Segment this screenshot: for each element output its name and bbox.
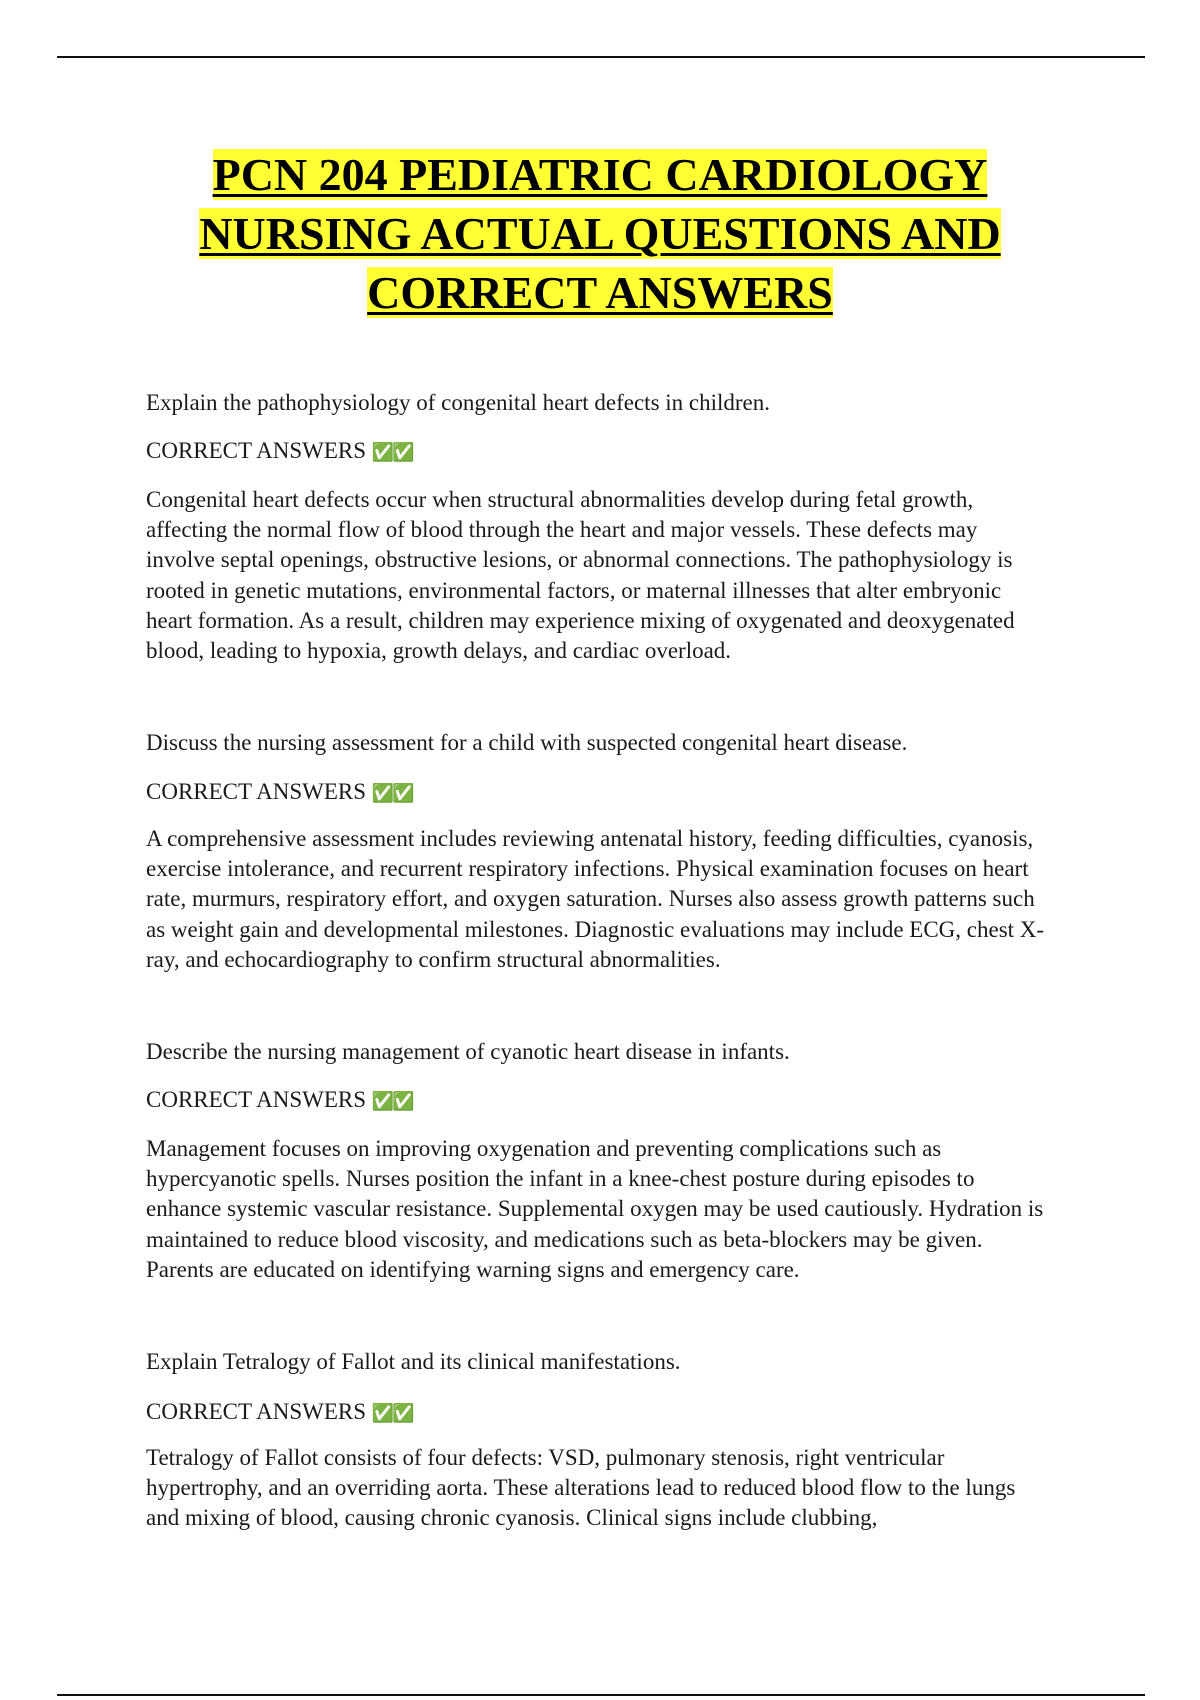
correct-answers-label (146, 436, 413, 468)
title-line-1: PCN 204 PEDIATRIC CARDIOLOGY (212, 149, 988, 200)
page-title (100, 145, 1100, 322)
correct-answers-text: CORRECT ANSWERS (146, 1399, 367, 1424)
title-line-3: CORRECT ANSWERS (367, 267, 833, 318)
correct-answers-text: CORRECT ANSWERS (146, 1087, 367, 1112)
correct-answers-label (146, 1085, 413, 1117)
double-check-icon: ✅✅ (371, 1091, 413, 1112)
top-rule (57, 56, 1145, 58)
qa-item-2 (146, 728, 1046, 972)
bottom-rule (57, 1694, 1145, 1696)
double-check-icon: ✅✅ (371, 1403, 413, 1424)
title-line-2: NURSING ACTUAL QUESTIONS AND (199, 208, 1001, 259)
qa-item-3 (146, 1037, 1046, 1282)
qa-item-4 (146, 1347, 1046, 1531)
question-text: Explain Tetralogy of Fallot and its clinical manifestations. (146, 1349, 681, 1374)
correct-answers-text: CORRECT ANSWERS (146, 438, 367, 463)
question-text: Describe the nursing management of cyanotic heart disease in infants. (146, 1039, 790, 1064)
answer-text: Congenital heart defects occur when structural abnormalities develop during fetal growth, affecting the normal flow of blood through the heart and major vessels. These defects may involve septal openings, obstructive lesions, or abnormal connections. The pathophysiology is rooted in genetic mutations, environmental factors, or maternal illnesses that alter embryonic heart formation. As a result, children may experience mixing of oxygenated and deoxygenated blood, leading to hypoxia, growth delays, and cardiac overload. (146, 487, 1015, 664)
double-check-icon: ✅✅ (371, 442, 413, 463)
answer-text: A comprehensive assessment includes reviewing antenatal history, feeding difficulties, cyanosis, exercise intolerance, and recurrent respiratory infections. Physical examination focuses on heart rate, murmurs, respiratory effort, and oxygen saturation. Nurses also assess growth patterns such as weight gain and developmental milestones. Diagnostic evaluations may include ECG, chest X-ray, and echocardiography to confirm structural abnormalities. (146, 826, 1045, 972)
correct-answers-text: CORRECT ANSWERS (146, 779, 367, 804)
answer-text: Management focuses on improving oxygenation and preventing complications such as hypercyanotic spells. Nurses position the infant in a knee-chest posture during episodes to enhance systemic vascular resistance. Supplemental oxygen may be used cautiously. Hydration is maintained to reduce blood viscosity, and medications such as beta-blockers may be given. Parents are educated on identifying warning signs and emergency care. (146, 1136, 1044, 1282)
answer-text: Tetralogy of Fallot consists of four defects: VSD, pulmonary stenosis, right ventricular hypertrophy, and an overriding aorta. These alterations lead to reduced blood flow to the lungs and mixing of blood, causing chronic cyanosis. Clinical signs include clubbing, (146, 1445, 1016, 1531)
double-check-icon: ✅✅ (371, 783, 413, 804)
question-text: Discuss the nursing assessment for a child with suspected congenital heart disease. (146, 730, 908, 755)
qa-item-1 (146, 388, 1046, 664)
correct-answers-label (146, 1397, 413, 1429)
correct-answers-label (146, 777, 413, 809)
question-text: Explain the pathophysiology of congenital heart defects in children. (146, 390, 771, 415)
